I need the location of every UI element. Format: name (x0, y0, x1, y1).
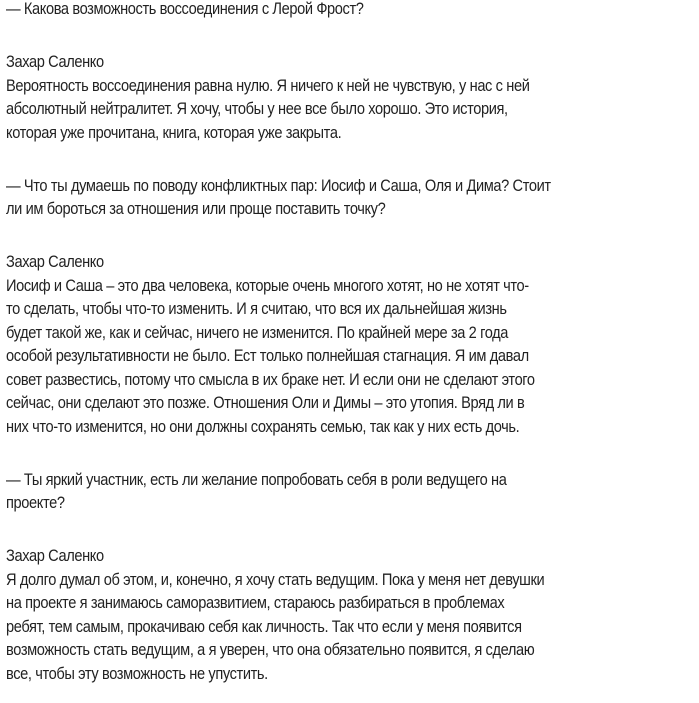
text-line: них что-то изменится, но они должны сохранять семью, так как у них есть дочь. (6, 416, 520, 436)
text-line: Вероятность воссоединения равна нулю. Я ничего к ней не чувствую, у нас с ней (6, 75, 530, 95)
text-line: ли им бороться за отношения или проще поставить точку? (6, 199, 386, 218)
text-line: Иосиф и Саша – это два человека, которые очень многого хотят, но не хотят что- (6, 275, 529, 295)
text-line: все, чтобы эту возможность не упустить. (6, 663, 268, 683)
text-line: ребят, тем самым, прокачиваю себя как личность. Так что если у меня появится (6, 616, 522, 636)
text-line: — Что ты думаешь по поводу конфликтных пар: Иосиф и Саша, Оля и Дима? Стоит (6, 175, 551, 195)
text-line: — Какова возможность воссоединения с Лерой Фрост? (6, 0, 364, 18)
interview-answer (6, 541, 694, 688)
text-line: сейчас, они сделают это позже. Отношения Оли и Димы – это утопия. Вряд ли в (6, 393, 525, 412)
text-line: возможность стать ведущим, а я уверен, что она обязательно появится, я сделаю (6, 640, 535, 659)
text-line: абсолютный нейтралитет. Я хочу, чтобы у нее все было хорошо. Это история, (6, 99, 508, 118)
interview-question (6, 171, 694, 224)
interview-question (6, 465, 694, 518)
text-line: особой результативности не было. Ест только полнейшая стагнация. Я им давал (6, 346, 529, 365)
text-line: которая уже прочитана, книга, которая уже закрыта. (6, 122, 342, 142)
text-line: проекте? (6, 493, 65, 512)
speaker-name: Захар Саленко (6, 52, 104, 71)
text-line: совет развестись, потому что смысла в их браке нет. И если они не сделают этого (6, 369, 535, 389)
interview-answer (6, 47, 694, 147)
text-line: будет такой же, как и сейчас, ничего не изменится. По крайней мере за 2 года (6, 322, 509, 342)
text-line: — Ты яркий участник, есть ли желание попробовать себя в роли ведущего на (6, 469, 507, 489)
interview-question (6, 0, 694, 24)
interview-answer (6, 247, 694, 441)
text-line: на проекте я занимаюсь саморазвитием, стараюсь разбираться в проблемах (6, 593, 505, 612)
text-line: то сделать, чтобы что-то изменить. И я считаю, что вся их дальнейшая жизнь (6, 299, 507, 318)
speaker-name: Захар Саленко (6, 546, 104, 565)
text-line: Я долго думал об этом, и, конечно, я хочу стать ведущим. Пока у меня нет девушки (6, 569, 545, 589)
speaker-name: Захар Саленко (6, 252, 104, 271)
